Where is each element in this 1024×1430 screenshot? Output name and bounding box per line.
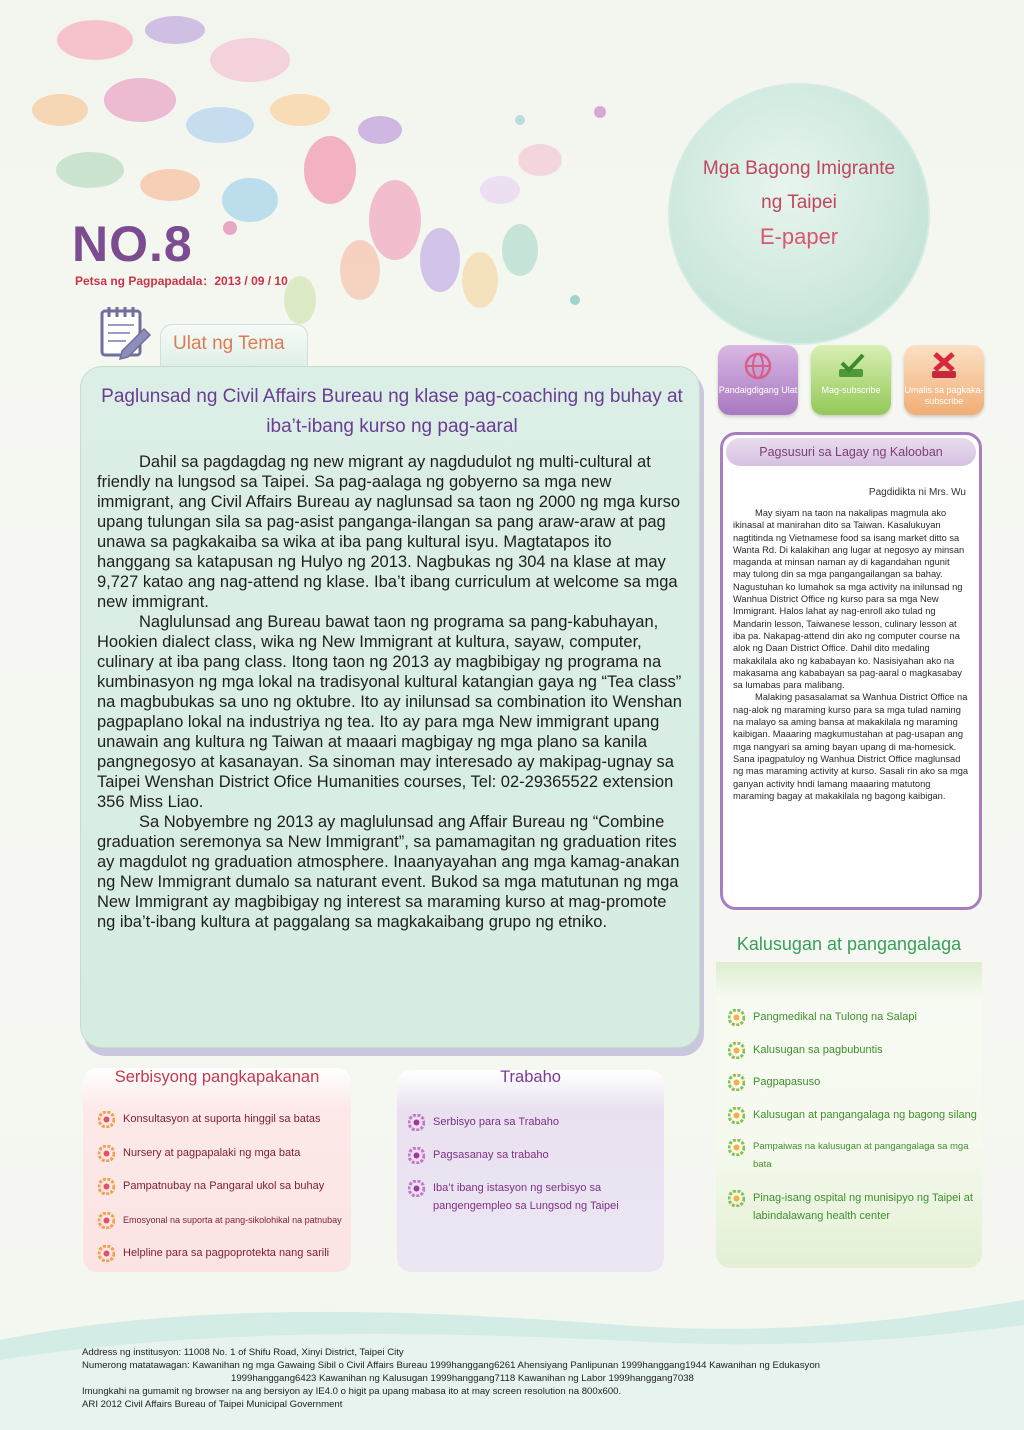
jobs-link-list: [408, 1113, 658, 1230]
health-link-label: Pampaiwas na kalusugan at pangangalaga sa mga bata: [753, 1141, 969, 1170]
side-story-paragraph: Malaking pasasalamat sa Wanhua District Office na nag-alok ng maraming kurso para sa mga tulad naming na malayo sa aming bansa at makakilala ng maraming kaibigan. Maaaring magkumustahan at pag-usapan ang mga nangyari sa aming bayan upang di ma-homesick. Sana ipagpatuloy ng Wanhua District Office maglunsad ng mas maraming activity at kurso. Sasali rin ako sa mga ganyan activity hndi lamang maaaring matutong maraming bagay at makakilala ng bagong kaibigan.: [733, 692, 969, 801]
sunburst-dot-icon: [728, 1139, 745, 1156]
article-title: Paglunsad ng Civil Affairs Bureau ng klase pag-coaching ng buhay at iba’t-ibang kurso ng pag-aaral: [101, 386, 683, 437]
jobs-link-label: Serbisyo para sa Trabaho: [433, 1116, 559, 1128]
jobs-link-label: Pagsasanay sa trabaho: [433, 1149, 549, 1161]
sunburst-dot-icon: [98, 1212, 115, 1229]
footer-address: Address ng institusyon: 11008 No. 1 of Shifu Road, Xinyi District, Taipei City: [82, 1347, 404, 1358]
article-body: [97, 452, 689, 932]
sunburst-dot-icon: [98, 1245, 115, 1262]
sunburst-dot-icon: [98, 1178, 115, 1195]
subscribe-button[interactable]: [811, 345, 891, 415]
footer-browser-note: Imungkahi na gumamit ng browser na ang bersiyon ay IE4.0 o higit pa upang mabasa ito at may screen resolution na 800x600.: [82, 1386, 622, 1397]
side-story-body: [733, 507, 969, 802]
article-paragraph: Naglulunsad ang Bureau bawat taon ng programa sa pang-kabuhayan, Hookien dialect class, wika ng New Immigrant at kultura, sayaw, computer, culinary at iba pang class. Itong taon ng 2013 ay magbibigay ng programa na kumbinasyon ng mga lokal na tradisyonal kultural katangian gaya ng “Tea class” na magbubukas sa uno ng oktubre. Ito ay inilunsad sa combination ito Wenshan pagpaplano lokal na industriya ng tea. Ito ay para mga New immigrant upang unawain ang kultura ng Taiwan at maaari magbigay ng mga plano sa kanila pangnegosyo at kasanayan. Sa sinoman may interesado ay makipag-ugnay sa Taipei Wenshan District Ofice Humanities courses, Tel: 02-29365522 extension 356 Miss Liao.: [97, 613, 682, 811]
health-section-title: Kalusugan at pangangalaga: [736, 934, 962, 954]
unsubscribe-label: Umalis sa pagkaka-subscribe: [904, 385, 984, 406]
notebook-pencil-icon: [100, 305, 152, 360]
sunburst-dot-icon: [408, 1180, 425, 1197]
jobs-title: Trabaho: [500, 1068, 561, 1086]
health-link[interactable]: [728, 1106, 978, 1124]
sunburst-dot-icon: [728, 1042, 745, 1059]
unsubscribe-button[interactable]: [904, 345, 984, 415]
jobs-link[interactable]: [408, 1113, 658, 1131]
tab-ulat-ng-tema[interactable]: Ulat ng Tema: [160, 324, 308, 366]
welfare-link[interactable]: [98, 1177, 348, 1195]
health-link[interactable]: [728, 1189, 978, 1225]
welfare-link[interactable]: [98, 1144, 348, 1162]
footer-phone-cont: 1999hanggang6423 Kawanihan ng Kalusugan 1999hanggang7118 Kawanihan ng Labor 1999hanggang7038: [231, 1373, 694, 1384]
health-link-label: Kalusugan at pangangalaga ng bagong silang: [753, 1108, 977, 1121]
sunburst-dot-icon: [728, 1074, 745, 1091]
health-link[interactable]: [728, 1041, 978, 1059]
sunburst-dot-icon: [728, 1009, 745, 1026]
masthead-title: [668, 152, 930, 254]
welfare-link[interactable]: [98, 1244, 348, 1262]
sunburst-dot-icon: [728, 1190, 745, 1207]
side-story-paragraph: May siyam na taon na nakalipas magmula ako ikinasal at manirahan dito sa Taiwan. Kasalukuyan nagtitinda ng Vietnamese food sa isang market ditto sa Wanta Rd. Di kalakihan ang lugar at negosyo ay minsan maganda at minsan naman ay di kagandahan ngunit may tulong din sa mga pangangailangan sa bahay. Nagustuhan ko lumahok sa mga activity na inilunsad ng Wanhua District Office ng kurso para sa mga New Immigrant. Halos lahat ay nag-enroll ako tulad ng Mandarin lesson, Taiwanese lesson, culinary lesson at iba pa. Nakapag-attend din ako ng computer course na alok ng Daan District Office. Dahil dito medaling makakilala ako ng kababayan ko. Nasisiyahan ako na makasama ang kababayan sa pag-aaral o magkasabay sa lumabas para malibang.: [733, 508, 965, 691]
welfare-link-label: Emosyonal na suporta at pang-sikolohikal na patnubay: [123, 1214, 342, 1225]
jobs-link[interactable]: [408, 1146, 658, 1164]
sunburst-dot-icon: [408, 1147, 425, 1164]
welfare-link[interactable]: [98, 1110, 348, 1128]
masthead-line-2: ng Taipei: [761, 192, 837, 213]
welfare-link-label: Helpline para sa pagpoprotekta nang sarili: [123, 1247, 330, 1259]
globe-icon: [743, 351, 773, 381]
international-report-button[interactable]: [718, 345, 798, 415]
sunburst-dot-icon: [728, 1107, 745, 1124]
welfare-link-label: Nursery at pagpapalaki ng mga bata: [123, 1146, 301, 1159]
health-link[interactable]: [728, 1138, 978, 1174]
international-report-label: Pandaigdigang Ulat: [718, 385, 798, 395]
issue-number: NO.8: [72, 216, 193, 272]
article-paragraph: Dahil sa pagdagdag ng new migrant ay nagdudulot ng multi-cultural at friendly na lungsod sa Taipei. Sa pag-aalaga ng gobyerno sa mga new immigrant, ang Civil Affairs Bureau ay naglunsad sa taon ng 2000 ng mga kurso upang tulungan sila sa pag-asist panganga-ilangan sa pang araw-araw at pag unawa sa pagkakaiba sa wika at iba pang kultural isyu. Magtatapos ito hanggang sa katapusan ng Hulyo ng 2013. Nagbukas ng 304 na klase at may 9,727 katao ang nag-attend ng klase. Iba’t ibang curriculum at welcome sa mga new immigrant.: [97, 453, 681, 611]
health-link-label: Pagpapasuso: [753, 1076, 821, 1088]
jobs-link-label: Iba’t ibang istasyon ng serbisyo sa pangengempleo sa Lungsod ng Taipei: [433, 1182, 619, 1212]
check-icon: [836, 351, 866, 381]
welfare-link[interactable]: [98, 1211, 348, 1229]
issue-date: Petsa ng Pagpapadala：2013 / 09 / 10: [75, 274, 288, 288]
footer-copyright: ARI 2012 Civil Affairs Bureau of Taipei Municipal Government: [82, 1399, 343, 1410]
masthead-line-3: E-paper: [759, 224, 839, 249]
subscribe-label: Mag-subscribe: [821, 385, 881, 395]
welfare-link-label: Pampatnubay na Pangaral ukol sa buhay: [123, 1180, 325, 1192]
health-link-label: Kalusugan sa pagbubuntis: [753, 1043, 883, 1056]
footer: [82, 1346, 1002, 1411]
side-story-byline: Pagdidikta ni Mrs. Wu: [868, 487, 966, 498]
jobs-link[interactable]: [408, 1179, 658, 1215]
side-story-title: Pagsusuri sa Lagay ng Kalooban: [726, 438, 976, 466]
sunburst-dot-icon: [98, 1111, 115, 1128]
welfare-link-list: [98, 1110, 348, 1278]
x-icon: [929, 351, 959, 381]
health-link-label: Pinag-isang ospital ng munisipyo ng Taipei at labindalawang health center: [753, 1191, 973, 1222]
welfare-title: Serbisyong pangkapakanan: [114, 1068, 320, 1086]
sunburst-dot-icon: [408, 1114, 425, 1131]
health-link-label: Pangmedikal na Tulong na Salapi: [753, 1011, 917, 1023]
sunburst-dot-icon: [98, 1145, 115, 1162]
health-link[interactable]: [728, 1073, 978, 1091]
health-link-list: [728, 1008, 978, 1239]
footer-phone: Numerong matatawagan: Kawanihan ng mga Gawaing Sibil o Civil Affairs Bureau 1999hanggang6261 Ahensiyang Panlipunan 1999hanggang1944 Kawanihan ng Edukasyon: [82, 1360, 821, 1371]
health-link[interactable]: [728, 1008, 978, 1026]
masthead-line-1: Mga Bagong Imigrante: [702, 158, 896, 179]
article-paragraph: Sa Nobyembre ng 2013 ay maglulunsad ang Affair Bureau ng “Combine graduation seremonya sa New Immigrant”, sa pamamagitan ng graduation rites ay magdulot ng graduation atmosphere. Inaanyayahan ang mga kamag-anakan ng New Immigrant dumalo sa naturant event. Bukod sa mga matutunan ng mga New Immigrant ay magbibigay ng interest sa maraming kurso at mag-promote ng iba’t-ibang kultura at paggalang sa magkakaibang grupo ng etniko.: [97, 813, 680, 931]
welfare-link-label: Konsultasyon at suporta hinggil sa batas: [123, 1113, 321, 1125]
